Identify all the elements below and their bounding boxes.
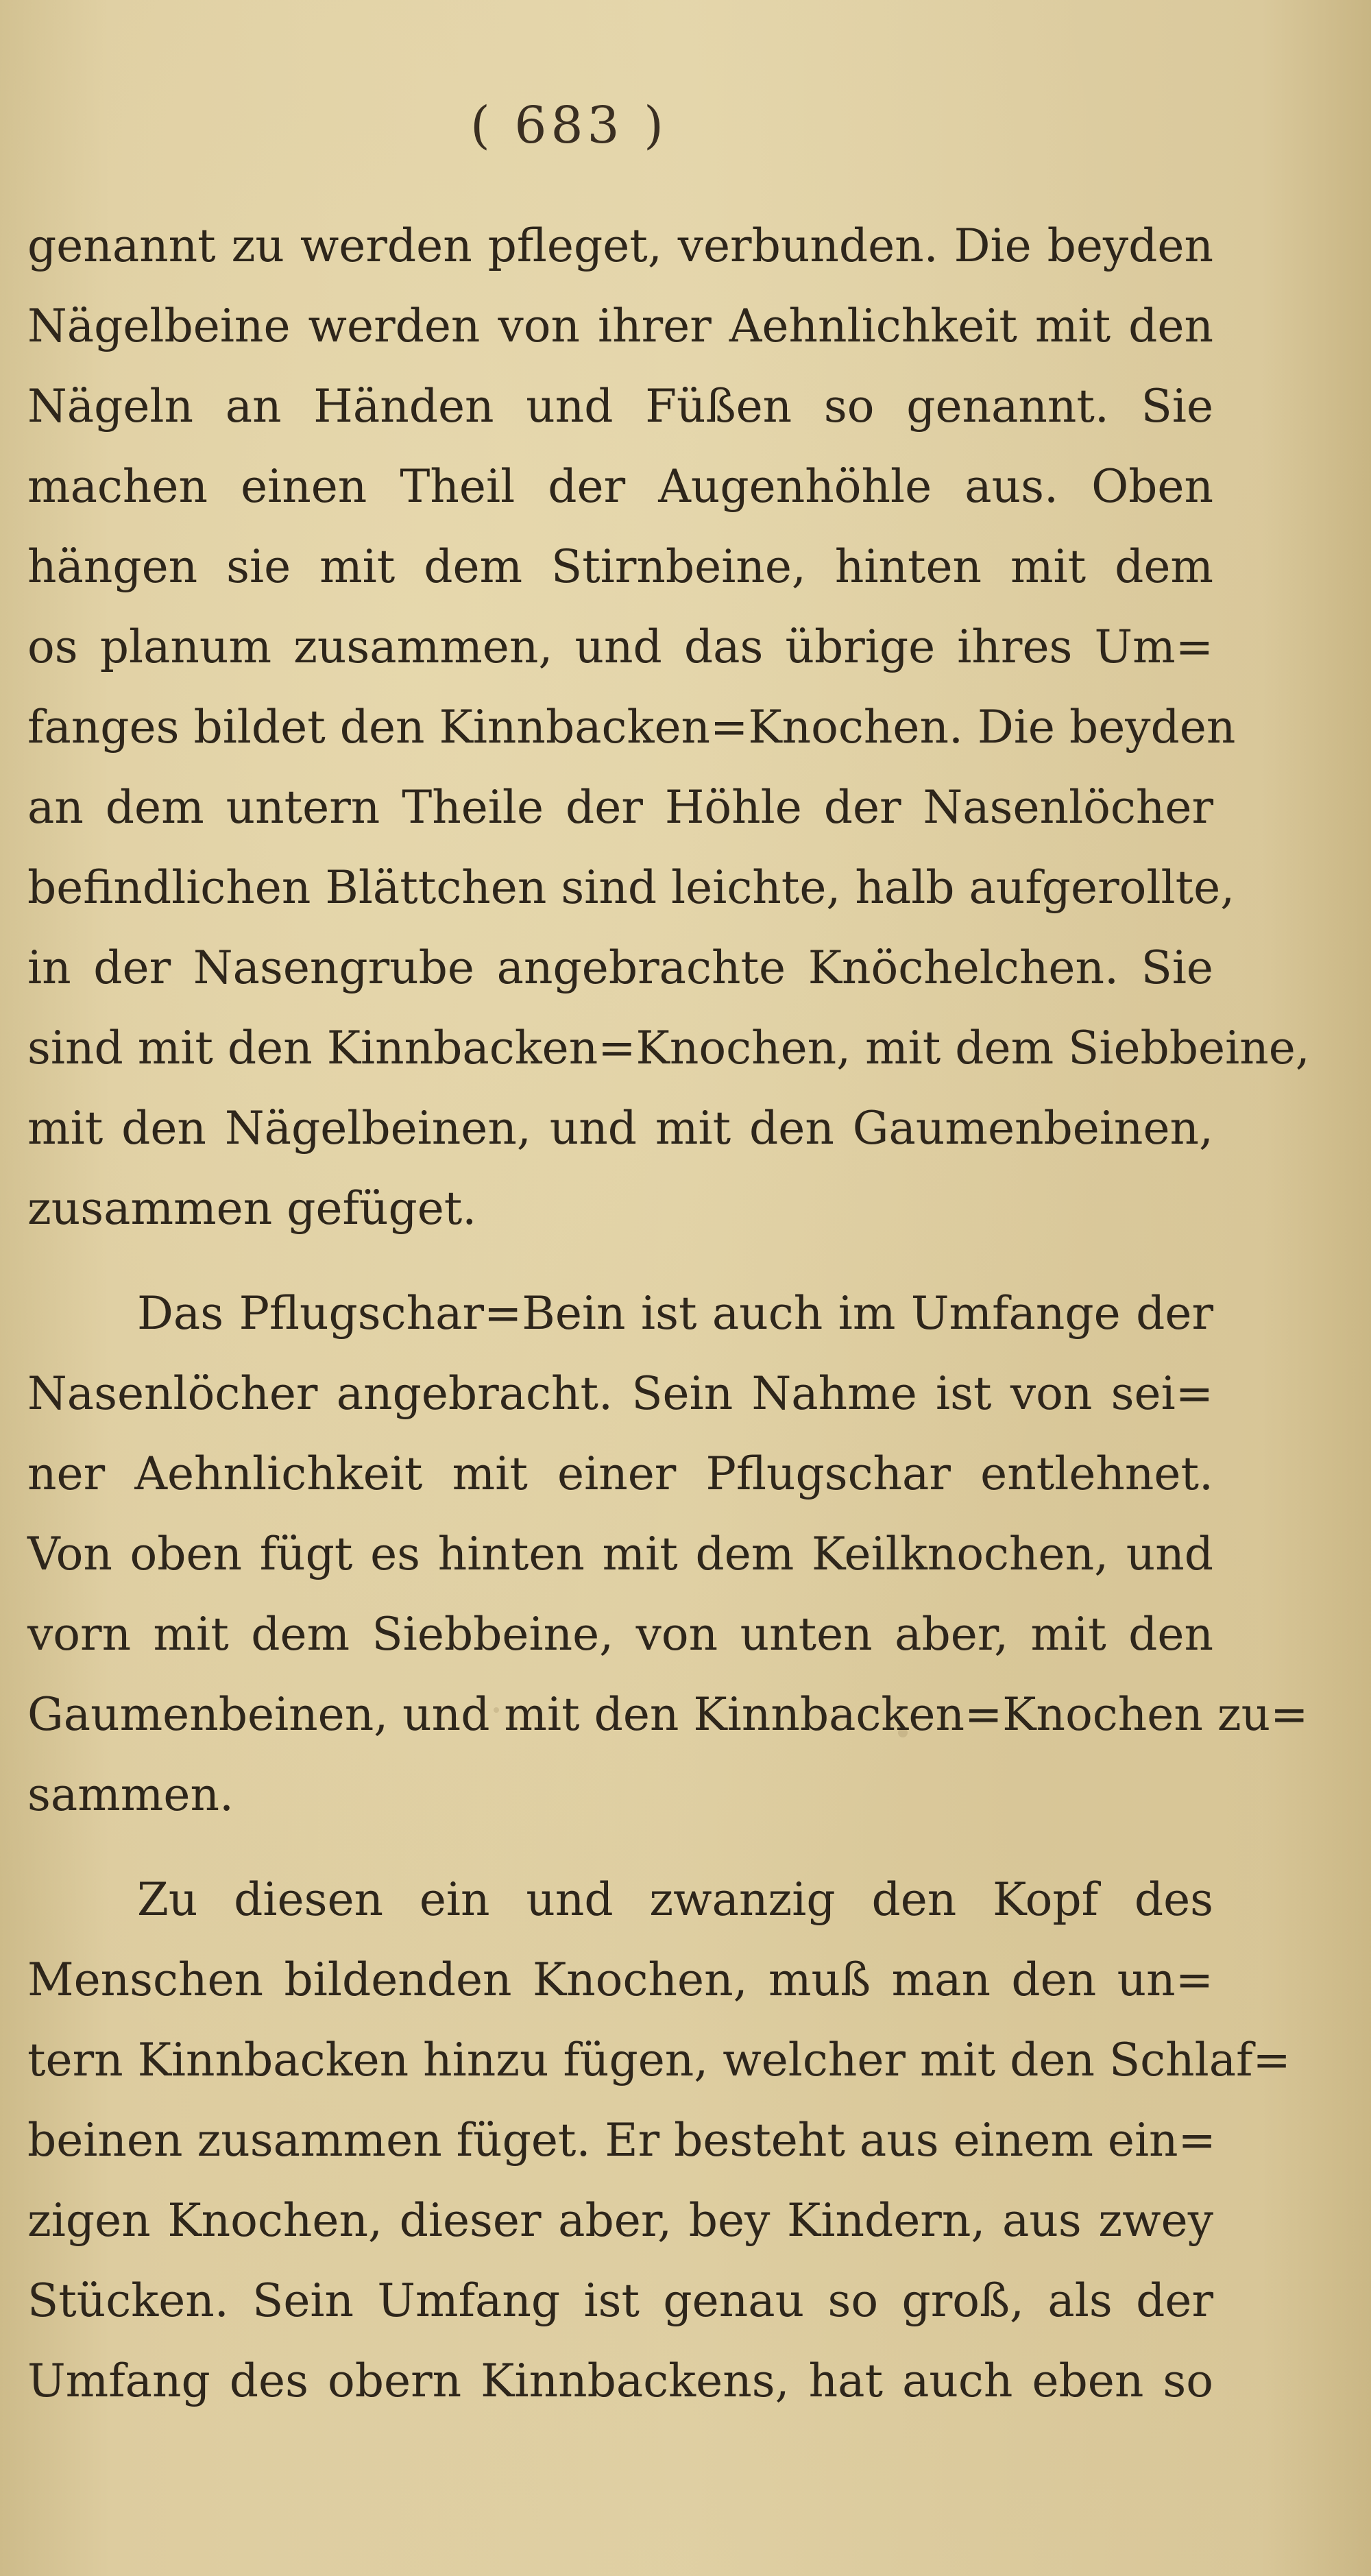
text-line: Nägeln an Händen und Füßen so genannt. Sie — [27, 380, 1213, 433]
text-line: genannt zu werden pfleget, verbunden. Die beyden — [27, 219, 1213, 272]
text-line: Menschen bildenden Knochen, muß man den un= — [27, 1953, 1213, 2006]
text-line: zigen Knochen, dieser aber, bey Kindern, aus zwey — [27, 2194, 1213, 2247]
text-line: in der Nasengrube angebrachte Knöchelchen. Sie — [27, 941, 1213, 994]
text-line: befindlichen Blättchen sind leichte, halb aufgerollte, — [27, 861, 1235, 914]
text-line: Umfang des obern Kinnbackens, hat auch eben so — [27, 2355, 1213, 2407]
text-line: machen einen Theil der Augenhöhle aus. Oben — [27, 460, 1213, 513]
text-line: Stücken. Sein Umfang ist genau so groß, als der — [27, 2274, 1213, 2327]
text-line: Von oben fügt es hinten mit dem Keilknochen, und — [27, 1528, 1213, 1580]
text-line: Nasenlöcher angebracht. Sein Nahme ist von sei= — [27, 1367, 1213, 1420]
text-line: vorn mit dem Siebbeine, von unten aber, mit den — [27, 1608, 1213, 1661]
text-line: fanges bildet den Kinnbacken=Knochen. Die beyden — [27, 701, 1236, 754]
body-text — [27, 206, 1310, 2421]
text-line: os planum zusammen, und das übrige ihres Um= — [27, 621, 1213, 673]
text-line: ner Aehnlichkeit mit einer Pflugschar entlehnet. — [27, 1447, 1213, 1500]
text-line: an dem untern Theile der Höhle der Nasenlöcher — [27, 781, 1213, 834]
paragraph-3 — [27, 1859, 1291, 2421]
paragraph-gap — [27, 1835, 1213, 1859]
text-line: Gaumenbeinen, und mit den Kinnbacken=Knochen zu= — [27, 1688, 1309, 1741]
text-line: sind mit den Kinnbacken=Knochen, mit dem Siebbeine, — [27, 1022, 1310, 1074]
paragraph-gap — [27, 1249, 1213, 1273]
page-number: ( 683 ) — [470, 96, 668, 155]
text-line: tern Kinnbacken hinzu fügen, welcher mit den Schlaf= — [27, 2034, 1291, 2086]
text-line: hängen sie mit dem Stirnbeine, hinten mit dem — [27, 540, 1213, 593]
text-line: Nägelbeine werden von ihrer Aehnlichkeit mit den — [27, 300, 1213, 352]
text-line: zusammen gefüget. — [27, 1182, 477, 1235]
text-line: mit den Nägelbeinen, und mit den Gaumenbeinen, — [27, 1102, 1213, 1155]
text-line: Zu diesen ein und zwanzig den Kopf des — [137, 1873, 1213, 1926]
text-line: sammen. — [27, 1768, 234, 1821]
paragraph-2 — [27, 1273, 1309, 1835]
text-line: Das Pflugschar=Bein ist auch im Umfange der — [137, 1287, 1213, 1340]
text-line: beinen zusammen füget. Er besteht aus einem ein= — [27, 2114, 1216, 2167]
paragraph-1 — [27, 206, 1310, 1249]
